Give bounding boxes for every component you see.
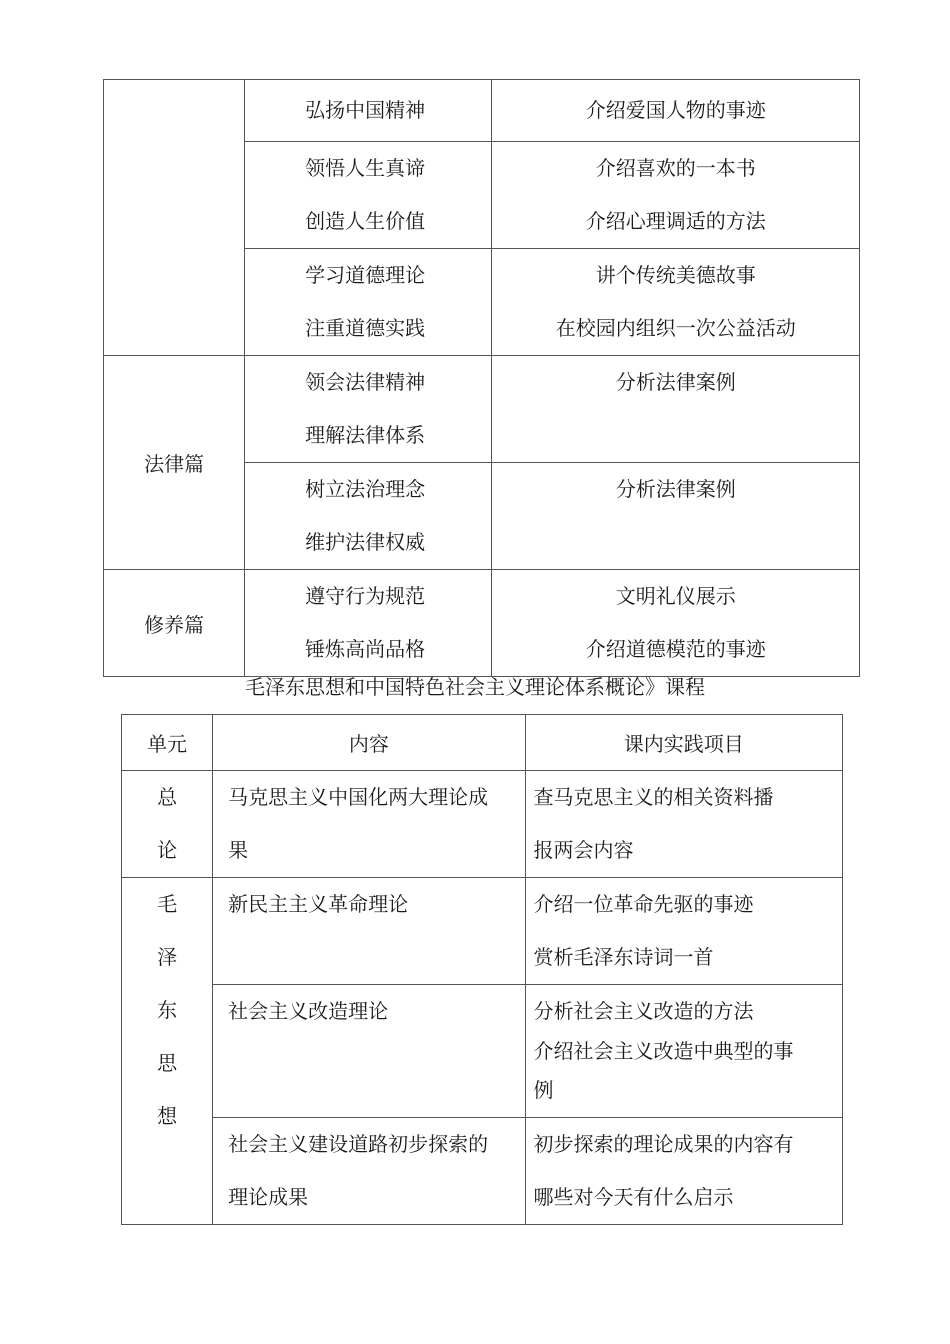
table-ideology-course: [103, 79, 860, 677]
category-cell: [104, 570, 245, 677]
header-unit: 单元: [122, 715, 213, 771]
practice-cell: [525, 771, 842, 878]
topic-text: 领悟人生真谛: [305, 156, 426, 180]
project-text: 介绍喜欢的一本书: [595, 156, 756, 180]
project-text: 介绍心理调适的方法: [585, 209, 766, 233]
content-cell: [213, 771, 525, 878]
header-practice: 课内实践项目: [525, 715, 842, 771]
unit-cell: [122, 878, 213, 1225]
table-row: [104, 570, 860, 677]
table-row: [104, 356, 860, 463]
practice-cell: [525, 985, 842, 1118]
practice-text: 查马克思主义的相关资料播: [533, 785, 774, 809]
category-cell-continued: [104, 80, 245, 356]
project-cell: [492, 356, 860, 463]
unit-char: 总: [157, 785, 178, 809]
content-text: 马克思主义中国化两大理论成: [228, 785, 489, 809]
unit-char: 想: [157, 1104, 178, 1128]
topic-cell: [245, 463, 492, 570]
content-text: 理论成果: [228, 1185, 309, 1209]
topic-text: 维护法律权威: [305, 530, 426, 554]
practice-text: 分析社会主义改造的方法: [533, 999, 754, 1023]
unit-char: 毛: [157, 892, 178, 916]
practice-text: 介绍一位革命先驱的事迹: [533, 892, 754, 916]
topic-text: 树立法治理念: [305, 477, 426, 501]
content-cell: [213, 985, 525, 1118]
project-cell: [492, 80, 860, 142]
project-text: 文明礼仪展示: [615, 584, 736, 608]
practice-text: 赏析毛泽东诗词一首: [533, 945, 714, 969]
project-text: 讲个传统美德故事: [595, 263, 756, 287]
project-text: 介绍爱国人物的事迹: [585, 98, 766, 122]
course-title: 毛泽东思想和中国特色社会主义理论体系概论》课程: [245, 675, 705, 699]
table-header-row: [122, 715, 843, 771]
project-text: 分析法律案例: [615, 370, 736, 394]
table-row: [122, 1118, 843, 1225]
content-text: 社会主义建设道路初步探索的: [228, 1132, 489, 1156]
table-row: [104, 80, 860, 142]
content-text: 社会主义改造理论: [228, 999, 389, 1023]
topic-text: 弘扬中国精神: [305, 98, 426, 122]
table-mao-thought-course: [121, 714, 843, 1225]
topic-cell: [245, 570, 492, 677]
category-cell: [104, 356, 245, 570]
topic-text: 遵守行为规范: [305, 584, 426, 608]
unit-char: 论: [157, 838, 178, 862]
table-row: [122, 985, 843, 1118]
content-text: 新民主主义革命理论: [228, 892, 409, 916]
category-label: 修养篇: [144, 612, 205, 637]
content-cell: [213, 878, 525, 985]
topic-cell: [245, 142, 492, 249]
topic-text: 学习道德理论: [305, 263, 426, 287]
table-row: [122, 878, 843, 985]
topic-text: 理解法律体系: [305, 423, 426, 447]
practice-text: 例: [533, 1078, 554, 1102]
category-label: 法律篇: [144, 452, 205, 476]
topic-cell: [245, 249, 492, 356]
project-cell: [492, 142, 860, 249]
table-row: [122, 771, 843, 878]
project-text: 介绍道德模范的事迹: [585, 637, 766, 661]
project-cell: [492, 570, 860, 677]
topic-cell: [245, 356, 492, 463]
header-content: 内容: [213, 715, 525, 771]
practice-text: 介绍社会主义改造中典型的事: [533, 1039, 794, 1063]
unit-char: 东: [157, 998, 178, 1022]
topic-text: 注重道德实践: [305, 316, 426, 340]
topic-text: 锤炼高尚品格: [305, 637, 426, 661]
practice-cell: [525, 878, 842, 985]
topic-text: 领会法律精神: [305, 370, 426, 394]
project-cell: [492, 249, 860, 356]
topic-text: 创造人生价值: [305, 209, 426, 233]
project-cell: [492, 463, 860, 570]
practice-cell: [525, 1118, 842, 1225]
practice-text: 报两会内容: [533, 838, 634, 862]
topic-cell: [245, 80, 492, 142]
content-text: 果: [228, 838, 249, 862]
content-cell: [213, 1118, 525, 1225]
unit-char: 泽: [157, 945, 178, 969]
unit-char: 思: [157, 1051, 178, 1075]
unit-cell: [122, 771, 213, 878]
practice-text: 初步探索的理论成果的内容有: [533, 1132, 794, 1156]
project-text: 分析法律案例: [615, 477, 736, 501]
project-text: 在校园内组织一次公益活动: [555, 316, 796, 340]
practice-text: 哪些对今天有什么启示: [533, 1185, 734, 1209]
